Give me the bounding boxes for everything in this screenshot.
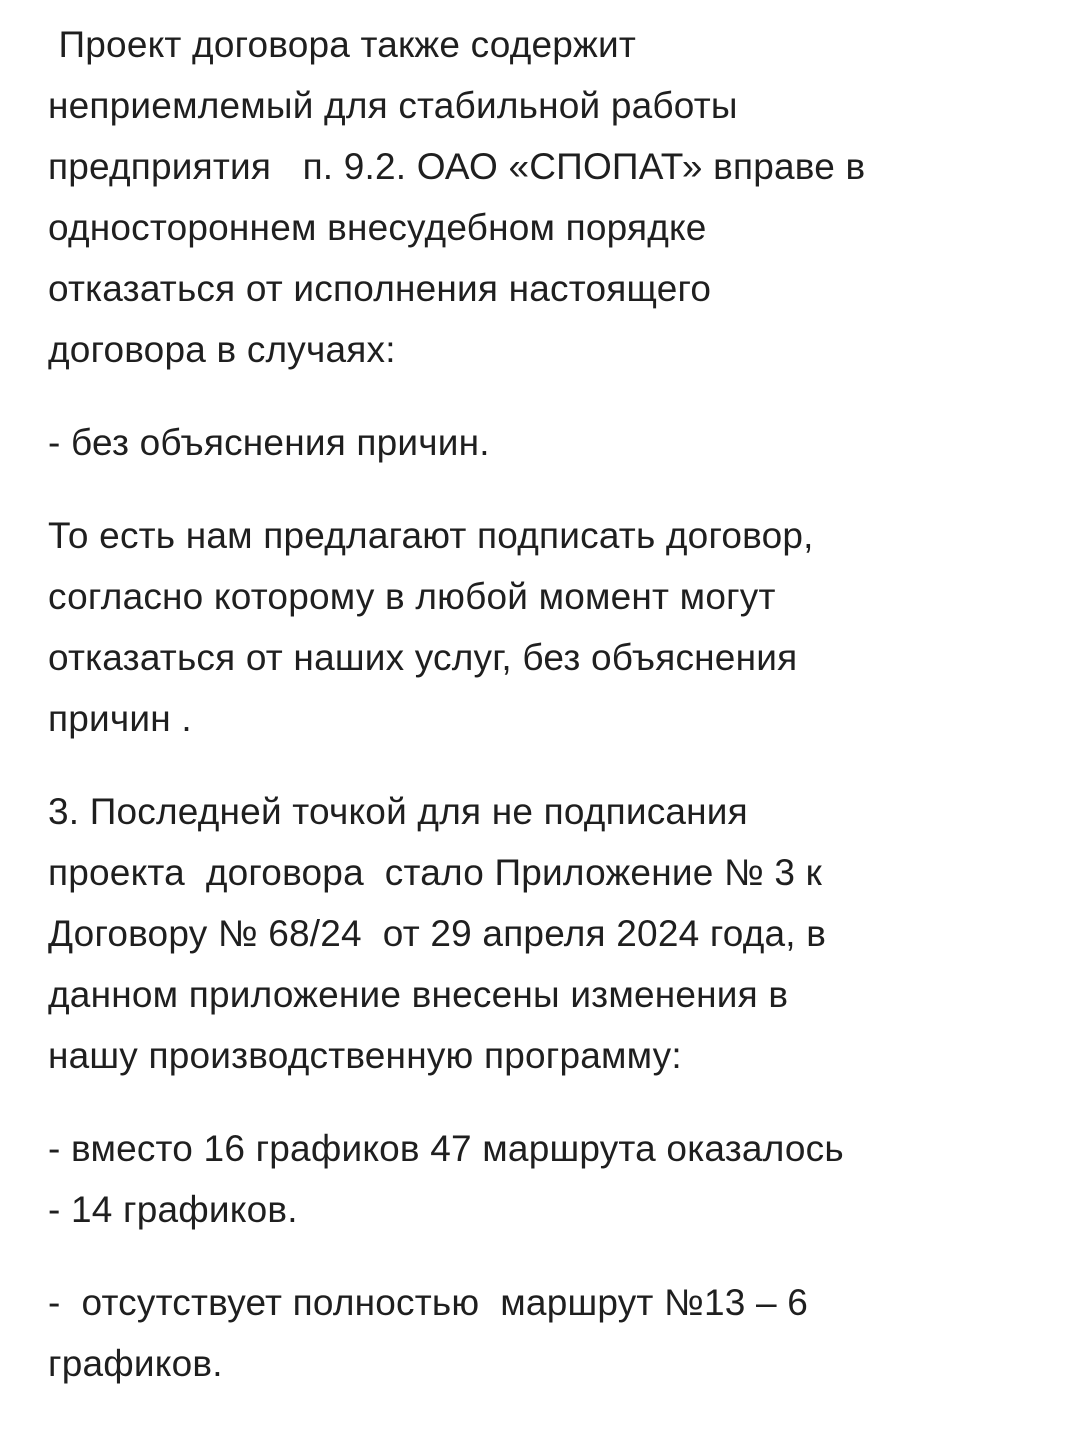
paragraph-point-3 <box>48 781 1048 1086</box>
text-line: - вместо 16 графиков 47 маршрута оказалось <box>48 1128 844 1169</box>
paragraph-bullet-route-13 <box>48 1272 1048 1394</box>
text-line: 3. Последней точкой для не подписания <box>48 791 748 832</box>
text-line: графиков. <box>48 1343 223 1384</box>
text-line: - 14 графиков. <box>48 1189 298 1230</box>
text-line: данном приложение внесены изменения в <box>48 974 789 1015</box>
text-line: причин . <box>48 698 192 739</box>
text-line: То есть нам предлагают подписать договор, <box>48 515 814 556</box>
text-line: одностороннем внесудебном порядке <box>48 207 707 248</box>
text-line: Проект договора также содержит <box>48 24 637 65</box>
text-line: договора в случаях: <box>48 329 396 370</box>
paragraph-bullet-schedules <box>48 1118 1048 1240</box>
text-line: отказаться от исполнения настоящего <box>48 268 712 309</box>
paragraph-bullet-no-reason <box>48 412 1048 473</box>
document-body <box>48 14 1048 1426</box>
text-line: проекта договора стало Приложение № 3 к <box>48 852 822 893</box>
text-line: неприемлемый для стабильной работы <box>48 85 738 126</box>
paragraph-consequence <box>48 505 1048 749</box>
paragraph-contract-clause <box>48 14 1048 380</box>
text-line: Договору № 68/24 от 29 апреля 2024 года, в <box>48 913 827 954</box>
text-line: отказаться от наших услуг, без объяснения <box>48 637 798 678</box>
text-line: нашу производственную программу: <box>48 1035 682 1076</box>
text-line: предприятия п. 9.2. ОАО «СПОПАТ» вправе в <box>48 146 866 187</box>
text-line: - отсутствует полностью маршрут №13 – 6 <box>48 1282 809 1323</box>
text-line: - без объяснения причин. <box>48 422 490 463</box>
text-line: согласно которому в любой момент могут <box>48 576 776 617</box>
